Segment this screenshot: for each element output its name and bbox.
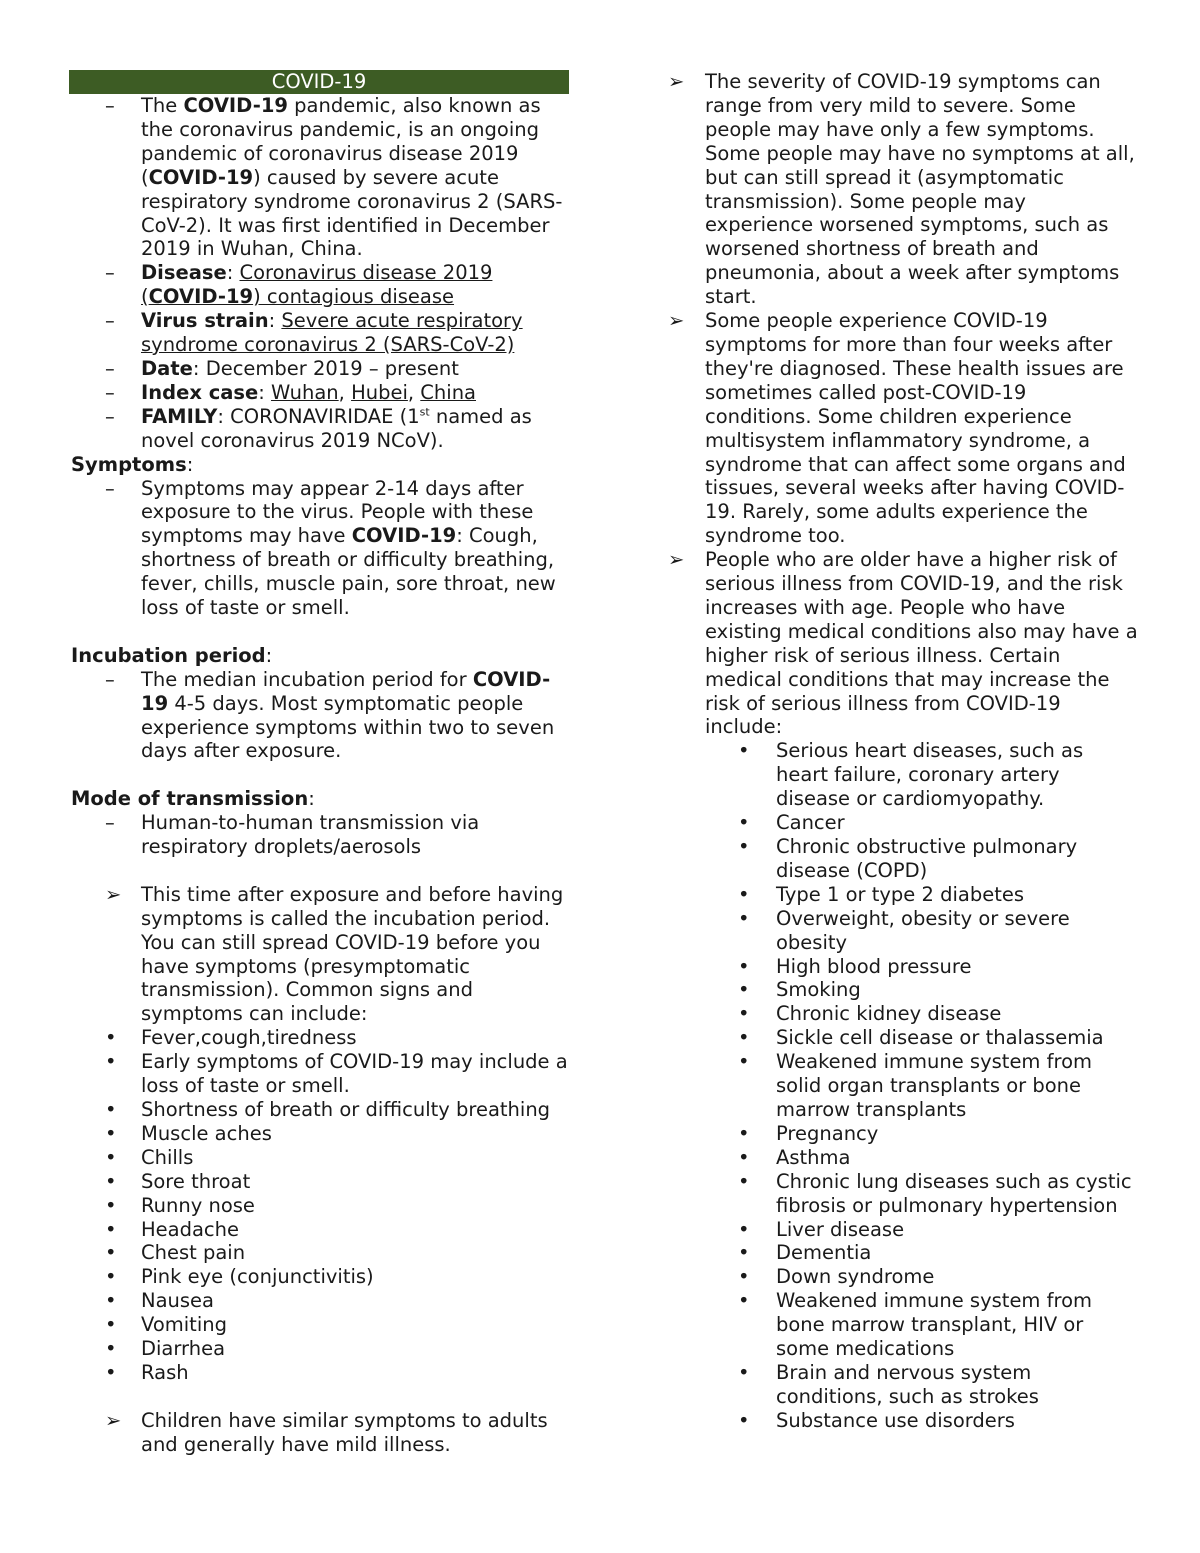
bullet-icon: • <box>738 811 750 835</box>
transmission-item: – Human-to-human transmission via respiratory droplets/aerosols <box>105 811 480 859</box>
intro-bold: COVID-19 <box>183 94 288 117</box>
symptom-list-item <box>69 1218 569 1242</box>
dash-marker: – <box>105 356 115 380</box>
list-item-text: Nausea <box>141 1289 215 1313</box>
list-item-text: Overweight, obesity or severe obesity <box>776 906 1070 954</box>
arrow-bullet-icon: ➢ <box>105 882 122 906</box>
index-case-item: – Index case: Wuhan, Hubei, China <box>105 380 476 404</box>
list-item-text: Chronic kidney disease <box>776 1002 1002 1026</box>
bullet-icon: • <box>105 1145 117 1169</box>
condition-list-item <box>668 835 1138 883</box>
bullet-icon: • <box>738 1169 750 1193</box>
document-title: COVID-19 <box>69 70 569 94</box>
list-item-text: Type 1 or type 2 diabetes <box>776 882 1025 906</box>
intro-bold: COVID-19 <box>148 165 254 189</box>
bullet-icon: • <box>105 1265 117 1289</box>
list-item-text: Serious heart diseases, such as heart failure, coronary artery disease or cardiomyopathy. <box>776 739 1084 811</box>
list-item-text: Weakened immune system from bone marrow transplant, HIV or some medications <box>776 1289 1093 1361</box>
bullet-icon: • <box>738 1026 750 1050</box>
family-label: FAMILY <box>141 404 218 428</box>
bullet-icon: • <box>105 1121 117 1145</box>
disease-item: – Disease: Coronavirus disease 2019 (COVID-19) contagious disease <box>105 261 493 309</box>
long-covid-arrow-item: ➢ Some people experience COVID-19 symptoms for more than four weeks after they're diagnosed. These health issues are sometimes called post-COVID-19 conditions. Some children experience multisystem inflammatory syndrome, a syndrome that can affect some organs and tissues, several weeks after having COVID-19. Rarely, some adults experience the syndrome too. <box>668 309 1126 548</box>
symptom-list-item <box>69 1098 569 1122</box>
bullet-icon: • <box>738 1265 750 1289</box>
bullet-icon: • <box>738 1241 750 1265</box>
risk-arrow-item: ➢ People who are older have a higher risk of serious illness from COVID-19, and the risk increases with age. People who have existing medical conditions also may have a higher risk of serious illness. Certain medical conditions that may increase the risk of serious illness from COVID-19 include: <box>668 548 1138 739</box>
hubei-link[interactable]: Hubei <box>351 380 408 404</box>
risk-conditions-list <box>668 739 1138 1432</box>
bullet-icon: • <box>738 1121 750 1145</box>
condition-list-item <box>668 1002 1138 1026</box>
symptom-list-item <box>69 1146 569 1170</box>
condition-list-item <box>668 883 1138 907</box>
index-case-label: Index case <box>141 380 259 404</box>
symptom-list-item <box>69 1313 569 1337</box>
list-item-text: Chronic lung diseases such as cystic fibrosis or pulmonary hypertension <box>776 1169 1132 1217</box>
dash-marker: – <box>105 94 115 117</box>
family-item: – FAMILY: CORONAVIRIDAE (1st named as novel coronavirus 2019 NCoV). <box>105 404 532 452</box>
condition-list-item <box>668 1241 1138 1265</box>
bullet-icon: • <box>105 1050 117 1074</box>
intro-text: The <box>141 94 184 117</box>
children-arrow-item: ➢ Children have similar symptoms to adults and generally have mild illness. <box>105 1408 548 1456</box>
right-column <box>668 70 1138 1433</box>
arrow-bullet-icon: ➢ <box>668 309 685 333</box>
virus-strain-item: – Virus strain: Severe acute respiratory syndrome coronavirus 2 (SARS-CoV-2) <box>105 309 523 357</box>
condition-list-item <box>668 1170 1138 1218</box>
list-item-text: Brain and nervous system conditions, such as strokes <box>776 1360 1039 1408</box>
list-item-text: Pregnancy <box>776 1121 879 1145</box>
list-item-text: Early symptoms of COVID-19 may include a loss of taste or smell. <box>141 1050 568 1098</box>
dash-marker: – <box>105 811 115 835</box>
date-label: Date <box>141 356 193 380</box>
symptom-list-item <box>69 1026 569 1050</box>
disease-value[interactable]: Coronavirus disease 2019 (COVID-19) contagious disease <box>141 261 493 309</box>
condition-list-item <box>668 978 1138 1002</box>
family-sup: st <box>419 405 430 419</box>
symptom-list-item <box>69 1337 569 1361</box>
bullet-icon: • <box>738 1002 750 1026</box>
bullet-icon: • <box>738 1360 750 1384</box>
intro-text: ) caused by severe acute respiratory syndrome coronavirus 2 (SARS-CoV-2). It was first identified in December 2019 in Wuhan, China. <box>141 165 563 261</box>
bullet-icon: • <box>738 1289 750 1313</box>
list-item-text: Diarrhea <box>141 1337 226 1361</box>
family-value: named as novel coronavirus 2019 NCoV). <box>141 404 532 452</box>
list-item-text: Shortness of breath or difficulty breathing <box>141 1098 551 1122</box>
condition-list-item <box>668 1026 1138 1050</box>
virus-strain-link[interactable]: Severe acute respiratory syndrome coronavirus 2 (SARS-CoV-2) <box>141 309 523 357</box>
symptom-list-item <box>69 1289 569 1313</box>
condition-list-item <box>668 1218 1138 1242</box>
list-item-text: Rash <box>141 1360 189 1384</box>
list-item-text: Cancer <box>776 811 845 835</box>
bullet-icon: • <box>105 1193 117 1217</box>
arrow-bullet-icon: ➢ <box>105 1408 122 1432</box>
bullet-icon: • <box>738 1217 750 1241</box>
bullet-icon: • <box>738 978 750 1002</box>
dash-marker: – <box>105 261 115 285</box>
condition-list-item <box>668 811 1138 835</box>
condition-list-item <box>668 1409 1138 1433</box>
intro-item <box>69 94 569 261</box>
common-symptoms-list <box>69 1026 569 1385</box>
list-item-text: Down syndrome <box>776 1265 935 1289</box>
bullet-icon: • <box>738 954 750 978</box>
condition-list-item <box>668 1289 1138 1361</box>
list-item-text: Liver disease <box>776 1217 905 1241</box>
list-item-text: High blood pressure <box>776 954 972 978</box>
bullet-icon: • <box>105 1313 117 1337</box>
list-item-text: Sickle cell disease or thalassemia <box>776 1026 1104 1050</box>
list-item-text: Smoking <box>776 978 861 1002</box>
bullet-icon: • <box>105 1169 117 1193</box>
list-item-text: Asthma <box>776 1145 851 1169</box>
condition-list-item <box>668 1265 1138 1289</box>
list-item-text: Headache <box>141 1217 240 1241</box>
list-item-text: Pink eye (conjunctivitis) <box>141 1265 374 1289</box>
symptom-list-item <box>69 1050 569 1098</box>
list-item-text: Vomiting <box>141 1313 227 1337</box>
bullet-icon: • <box>105 1337 117 1361</box>
dash-marker: – <box>105 380 115 404</box>
bullet-icon: • <box>738 1050 750 1074</box>
transmission-heading: Mode of transmission: <box>71 787 315 811</box>
date-value: December 2019 – present <box>205 356 459 380</box>
dash-marker: – <box>105 309 115 333</box>
bullet-icon: • <box>738 739 750 763</box>
dash-marker: – <box>105 667 115 691</box>
intro-text: pandemic, also known as the coronavirus pandemic, is an ongoing pandemic of coronavirus disease 2019 ( <box>141 94 541 189</box>
incubation-heading: Incubation period: <box>71 643 273 667</box>
symptom-list-item <box>69 1241 569 1265</box>
condition-list-item <box>668 1122 1138 1146</box>
bullet-icon: • <box>738 882 750 906</box>
list-item-text: Sore throat <box>141 1169 251 1193</box>
arrow-bullet-icon: ➢ <box>668 70 685 93</box>
condition-list-item <box>668 739 1138 811</box>
incubation-arrow-item: ➢ This time after exposure and before having symptoms is called the incubation period. You can still spread COVID-19 before you have symptoms (presymptomatic transmission). Common signs and symptoms can include: <box>105 882 564 1026</box>
bullet-icon: • <box>738 1145 750 1169</box>
condition-list-item <box>668 907 1138 955</box>
bullet-icon: • <box>738 1408 750 1432</box>
symptoms-item: – Symptoms may appear 2-14 days after exposure to the virus. People with these symptoms may have COVID-19: Cough, shortness of breath or difficulty breathing, fever, chills, muscle pain, sore throat, new loss of taste or smell. <box>105 476 556 620</box>
symptom-list-item <box>69 1361 569 1385</box>
bullet-icon: • <box>105 1241 117 1265</box>
china-link[interactable]: China <box>420 380 476 404</box>
list-item-text: Substance use disorders <box>776 1408 1015 1432</box>
condition-list-item <box>668 1146 1138 1170</box>
bullet-icon: • <box>105 1289 117 1313</box>
bullet-icon: • <box>105 1098 117 1122</box>
list-item-text: Runny nose <box>141 1193 255 1217</box>
virus-strain-label: Virus strain <box>141 309 269 333</box>
list-item-text: Fever,cough,tiredness <box>141 1026 357 1050</box>
list-item-text: Chills <box>141 1145 194 1169</box>
family-value: CORONAVIRIDAE (1 <box>230 404 420 428</box>
bullet-icon: • <box>105 1217 117 1241</box>
list-item-text: Weakened immune system from solid organ transplants or bone marrow transplants <box>776 1050 1093 1121</box>
bullet-icon: • <box>738 906 750 930</box>
dash-marker: – <box>105 476 115 500</box>
bullet-icon: • <box>105 1026 117 1050</box>
bullet-icon: • <box>105 1360 117 1384</box>
symptom-list-item <box>69 1170 569 1194</box>
list-item-text: Chronic obstructive pulmonary disease (COPD) <box>776 835 1078 882</box>
disease-label: Disease <box>141 261 227 285</box>
severity-arrow-item: ➢ The severity of COVID-19 symptoms can range from very mild to severe. Some people may have only a few symptoms. Some people may have no symptoms at all, but can still spread it (asymptomatic transmission). Some people may experience worsened symptoms, such as worsened shortness of breath and pneumonia, about a week after symptoms start. <box>668 70 1135 309</box>
list-item-text: Muscle aches <box>141 1121 272 1145</box>
condition-list-item <box>668 1361 1138 1409</box>
symptom-list-item <box>69 1265 569 1289</box>
left-column <box>69 70 569 1457</box>
symptom-list-item <box>69 1194 569 1218</box>
list-item-text: Dementia <box>776 1241 872 1265</box>
bullet-icon: • <box>738 835 750 858</box>
wuhan-link[interactable]: Wuhan <box>271 380 339 404</box>
symptoms-heading: Symptoms: <box>71 452 194 476</box>
date-item: – Date: December 2019 – present <box>105 356 459 380</box>
dash-marker: – <box>105 404 115 428</box>
incubation-item: – The median incubation period for COVID-19 4-5 days. Most symptomatic people experience symptoms within two to seven days after exposure. <box>105 667 555 763</box>
condition-list-item <box>668 955 1138 979</box>
arrow-bullet-icon: ➢ <box>668 548 685 572</box>
list-item-text: Chest pain <box>141 1241 246 1265</box>
condition-list-item <box>668 1050 1138 1122</box>
symptom-list-item <box>69 1122 569 1146</box>
